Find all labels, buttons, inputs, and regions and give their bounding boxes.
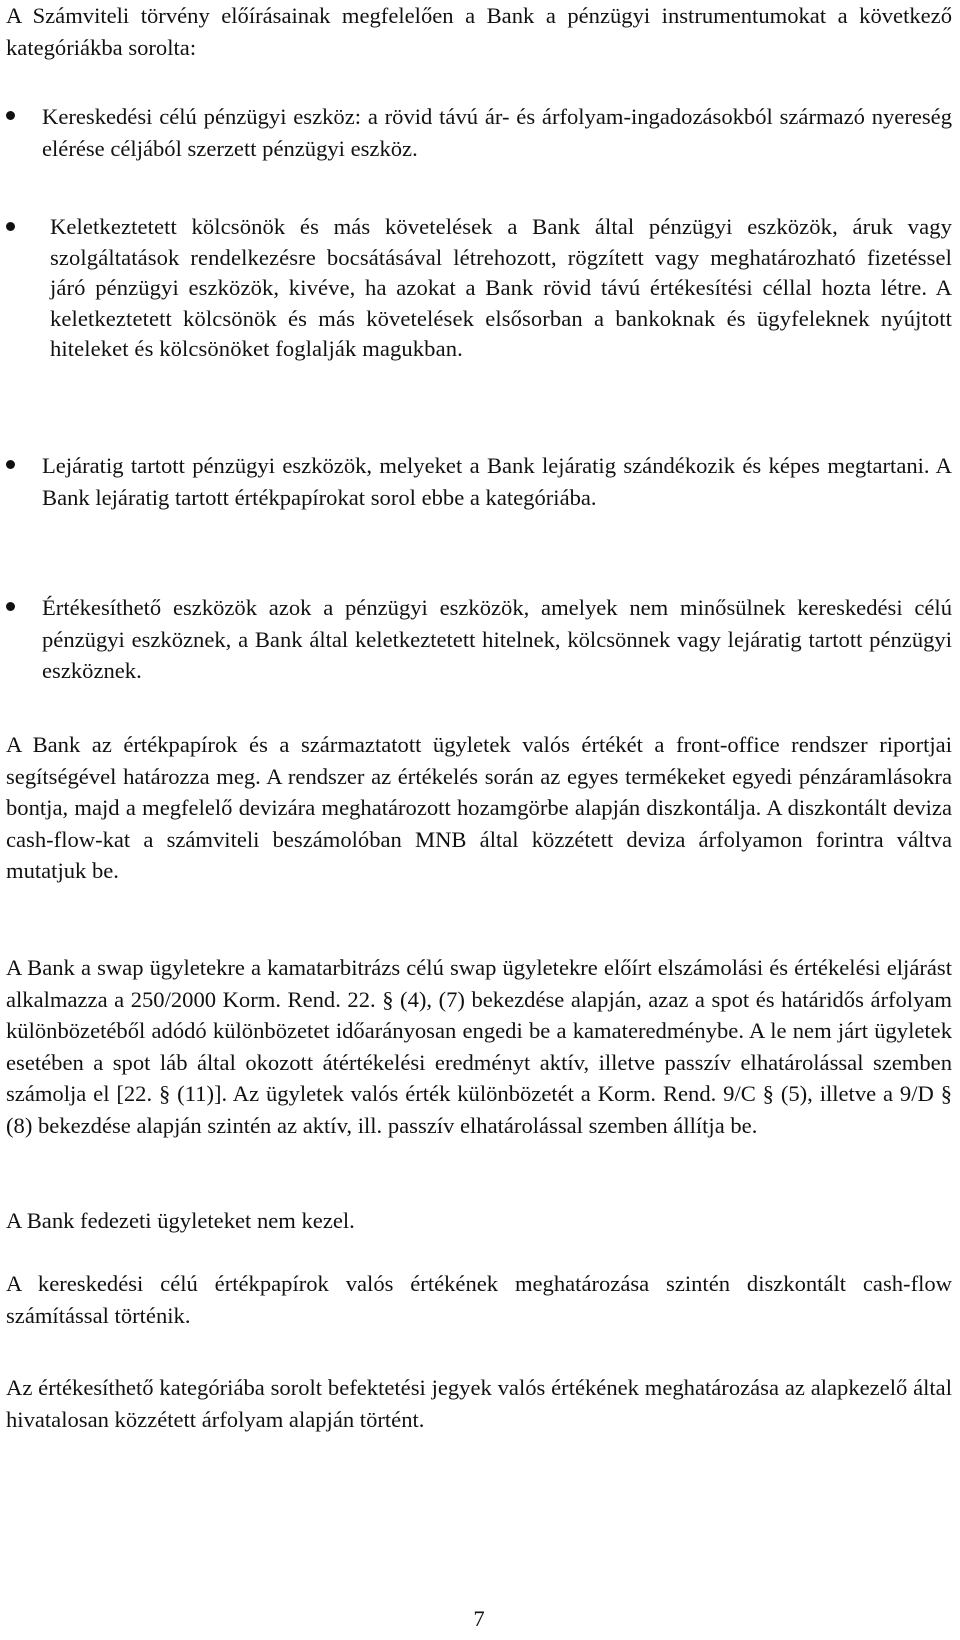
page-number: 7 [473,1606,485,1631]
bullet-text: Keletkeztetett kölcsönök és más követelések a Bank által pénzügyi eszközök, áruk vagy szolgáltatások rendelkezésre bocsátásával létrehozott, rögzített vagy meghatározható fizetéssel járó pénzügyi eszközök, kivéve, ha azokat a Bank rövid távú értékesítési céllal hozta létre. A keletkeztetett kölcsönök és más követelések elsősorban a bankoknak és ügyfeleknek nyújtott hiteleket és kölcsönöket foglalják magukban. [50,214,952,361]
intro-paragraph: A Számviteli törvény előírásainak megfelelően a Bank a pénzügyi instrumentumokat a következő kategóriákba sorolta: [6,3,952,60]
valuation-paragraph: A Bank az értékpapírok és a származtatott ügyletek valós értékét a front-office rendszer riportjai segítségével határozza meg. A rendszer az értékelés során az egyes termékeket egyedi pénzáramlásokra bontja, majd a megfelelő devizára meghatározott hozamgörbe alapján diszkontálja. A diszkontált deviza cash-flow-kat a számviteli beszámolóban MNB által közzétett deviza árfolyamon forintra váltva mutatjuk be. [6,732,952,883]
bullet-text: Kereskedési célú pénzügyi eszköz: a rövid távú ár- és árfolyam-ingadozásokból származó nyereség elérése céljából szerzett pénzügyi eszköz. [42,104,952,161]
trading-securities-paragraph: A kereskedési célú értékpapírok valós értékének meghatározása szintén diszkontált cash-flow számítással történik. [6,1271,952,1328]
bullet-item-trading [6,101,952,164]
bullet-icon [6,460,15,469]
bullet-text: Értékesíthető eszközök azok a pénzügyi eszközök, amelyek nem minősülnek kereskedési célú pénzügyi eszköznek, a Bank által keletkeztetett hitelnek, kölcsönnek vagy lejáratig tartott pénzügyi eszköznek. [42,595,952,683]
bullet-icon [6,602,15,611]
bullet-item-held-to-maturity [6,450,952,513]
investment-units-paragraph: Az értékesíthető kategóriába sorolt befektetési jegyek valós értékének meghatározása az alapkezelő által hivatalosan közzétett árfolyam alapján történt. [6,1375,952,1432]
document-page [6,0,952,1640]
bullet-icon [6,111,15,120]
bullet-item-loans [6,212,952,365]
bullet-icon [6,222,15,231]
swap-paragraph: A Bank a swap ügyletekre a kamatarbitrázs célú swap ügyletekre előírt elszámolási és értékelési eljárást alkalmazza a 250/2000 Korm. Rend. 22. § (4), (7) bekezdése alapján, azaz a spot és határidős árfolyam különbözetéből adódó különbözetet időarányosan engedi be a kamateredménybe. A le nem járt ügyletek esetében a spot láb által okozott átértékelési eredményt aktív, illetve passzív elhatárolással szemben számolja el [22. § (11)]. Az ügyletek valós érték különbözetét a Korm. Rend. 9/C § (5), illetve a 9/D § (8) bekezdése alapján szintén az aktív, ill. passzív elhatárolással szemben állítja be. [6,955,952,1138]
hedge-paragraph: A Bank fedezeti ügyleteket nem kezel. [6,1208,355,1233]
bullet-text: Lejáratig tartott pénzügyi eszközök, melyeket a Bank lejáratig szándékozik és képes megtartani. A Bank lejáratig tartott értékpapírokat sorol ebbe a kategóriába. [42,453,952,510]
bullet-item-available-for-sale [6,592,952,687]
